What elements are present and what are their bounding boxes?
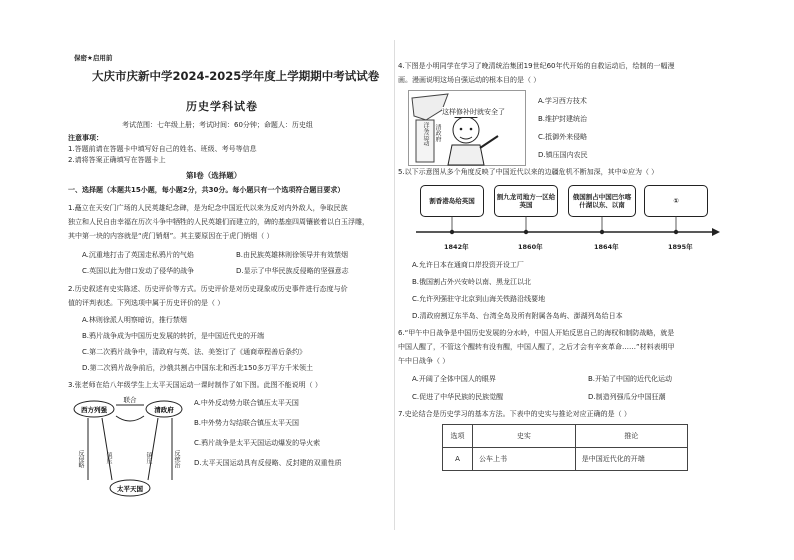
question-text: 3.张老师在给八年级学生上太平天国运动一课时制作了如下图。此图不能说明（ ）: [68, 381, 322, 389]
axis-dot: [450, 230, 454, 234]
cartoon-caption: 这样修补时就安全了: [442, 108, 505, 116]
notice-item: 1.答题前请在答题卡中填写好自己的姓名、班级、考号等信息: [68, 145, 257, 153]
left-column: [68, 0, 390, 560]
option-c[interactable]: C.英国以此为借口发动了侵华的战争: [82, 267, 195, 275]
qing-label: 清政府: [154, 406, 174, 414]
option-b[interactable]: B.中外势力勾结联合镇压太平天国: [194, 419, 300, 427]
cartoon-side-label: 洋务运动: [422, 122, 429, 146]
exam-title: 大庆市庆新中学2024-2025学年度上学期期中考试试卷: [92, 69, 380, 83]
option-b[interactable]: B.由民族英雄林则徐领导并有效禁烟: [236, 251, 349, 259]
section-instruction: 一、选择题（本题共15小题，每小题2分，共30分。每小题只有一个选项符合题目要求）: [68, 186, 345, 194]
option-c[interactable]: C.抵御外来侵略: [538, 133, 588, 141]
option-d[interactable]: D.第二次鸦片战争前后，沙俄共割占中国东北和西北150多万平方千米领土: [82, 364, 313, 372]
question-text: 4.下图是小明同学在学习了晚清统治集团19世纪60年代开始的自救运动后，绘制的一幅漫: [398, 62, 675, 70]
suppress-arrow: [148, 418, 158, 480]
option-c[interactable]: C.第二次鸦片战争中，清政府与英、法、美签订了《通商章程善后条约》: [82, 348, 307, 356]
question-text: 其中第一块的内容就是“虎门销烟”。其主要原因在于虎门销烟（ ）: [68, 232, 274, 240]
cartoon-side-label: 清政府: [434, 124, 441, 142]
link-arc: [116, 416, 144, 421]
option-b[interactable]: B.维护封建统治: [538, 115, 588, 123]
option-c[interactable]: C.促进了中华民族的民族觉醒: [412, 393, 504, 401]
question-text: 值的评判表述。下列选项中属于历史评价的是（ ）: [68, 299, 225, 307]
anti-rule-label: 反统治: [173, 450, 180, 468]
exam-info: 考试范围：七年级上册；考试时间：60分钟；命题人：历史组: [122, 121, 313, 129]
year-label: 1864年: [594, 243, 619, 251]
question-text: 画。漫画说明这场自强运动的根本目的是（ ）: [398, 76, 541, 84]
option-a[interactable]: A.允许日本在通商口岸投资开设工厂: [412, 261, 524, 269]
table-header: 推论: [575, 425, 687, 448]
axis-dot: [674, 230, 678, 234]
question-text: 1.矗立在天安门广场的人民英雄纪念碑，是为纪念中国近代以来为反对内外敌人，争取民族: [68, 204, 348, 212]
eye: [460, 128, 463, 131]
option-b[interactable]: B.俄国割占外兴安岭以南、黑龙江以北: [412, 278, 532, 286]
question-text: 中国人醒了，不管这个醒转有没有醒，中国人醒了，之后才会有辛亥革命……”材料表明甲: [398, 343, 675, 351]
timeline-axis: [412, 216, 722, 244]
option-a[interactable]: A.沉重地打击了英国走私鸦片的气焰: [82, 251, 194, 259]
question-text: 6.“甲午中日战争是中国历史发展的分水岭，中国人开始反思自己的海权和制防战略，就是: [398, 329, 675, 337]
table-cell: A: [443, 448, 473, 471]
option-d[interactable]: D.太平天国运动具有反侵略、反封建的双重性质: [194, 459, 342, 467]
table-header-row: [443, 425, 688, 448]
table-header: 选项: [443, 425, 473, 448]
facts-table: [442, 424, 688, 471]
table-row: [443, 448, 688, 471]
option-c[interactable]: C.鸦片战争是太平天国运动爆发的导火索: [194, 439, 321, 447]
union-label: 联合: [123, 396, 137, 404]
table-cell: 公车上书: [473, 448, 576, 471]
notice-item: 2.请将答案正确填写在答题卡上: [68, 156, 166, 164]
option-d[interactable]: D.制造列强瓜分中国狂潮: [588, 393, 666, 401]
question-text: 7.史论结合是历史学习的基本方法。下表中的史实与推论对应正确的是（ ）: [398, 410, 631, 418]
table-header: 史实: [473, 425, 576, 448]
question-text: 独立和人民自由幸福在历次斗争中牺牲的人民英雄们而建立的，碑的基座四周镶嵌着以白玉浮雕，: [68, 218, 369, 226]
option-d[interactable]: D.显示了中华民族反侵略的坚强意志: [236, 267, 349, 275]
question-text: 5.以下示意图从多个角度反映了中国近代以来的边疆危机不断加深，其中①应为（ ）: [398, 168, 659, 176]
figure-body: [448, 145, 484, 165]
option-a[interactable]: A.中外反动势力联合镇压太平天国: [194, 399, 299, 407]
question-text: 2.历史叙述有史实陈述、历史评价等方式。历史评价是对历史现象或历史事件进行态度与价: [68, 285, 348, 293]
year-label: 1895年: [668, 243, 693, 251]
section-title: 第Ⅰ卷（选择题）: [186, 171, 242, 180]
option-c[interactable]: C.允许列强驻守北京到山海关铁路沿线要地: [412, 295, 546, 303]
axis-dot: [600, 230, 604, 234]
option-d[interactable]: D.清政府割辽东半岛、台湾全岛及所有附属各岛屿、澎湖列岛给日本: [412, 312, 623, 320]
option-d[interactable]: D.镇压国内农民: [538, 151, 588, 159]
taiping-label: 太平天国: [117, 485, 143, 493]
option-a[interactable]: A.学习西方技术: [538, 97, 587, 105]
option-a[interactable]: A.开阔了全体中国人的眼界: [412, 375, 496, 383]
suppress-label: 镇压: [105, 452, 112, 464]
taiping-diagram: [72, 396, 188, 500]
question-text: 午中日战争（ ）: [398, 357, 450, 365]
year-label: 1860年: [518, 243, 543, 251]
timeline-box: 割香港岛给英国: [420, 185, 484, 217]
option-b[interactable]: B.鸦片战争成为中国历史发展的转折，是中国近代史的开端: [82, 332, 265, 340]
subject-title: 历史学科试卷: [186, 100, 258, 113]
axis-arrow: [712, 228, 720, 236]
timeline-box: 割九龙司地方一区给英国: [494, 185, 558, 217]
eye: [470, 128, 473, 131]
notice-title: 注意事项：: [68, 134, 103, 142]
year-label: 1842年: [444, 243, 469, 251]
option-b[interactable]: B.开始了中国的近代化运动: [588, 375, 673, 383]
secret-label: 保密★启用前: [74, 54, 113, 62]
column-divider: [394, 40, 395, 530]
axis-dot: [524, 230, 528, 234]
timeline-box: 俄国割占中国巴尔喀什湖以东、以南: [568, 185, 636, 217]
timeline-box-blank: ①: [644, 185, 708, 217]
option-a[interactable]: A.林则徐派人明察暗访，推行禁烟: [82, 316, 187, 324]
right-column: [398, 0, 728, 560]
anti-invasion-label: 反侵略: [77, 450, 84, 468]
suppress-label: 镇压: [145, 452, 152, 464]
west-label: 西方列强: [81, 406, 107, 414]
suppress-arrow: [102, 418, 112, 480]
table-cell: 是中国近代化的开端: [575, 448, 687, 471]
